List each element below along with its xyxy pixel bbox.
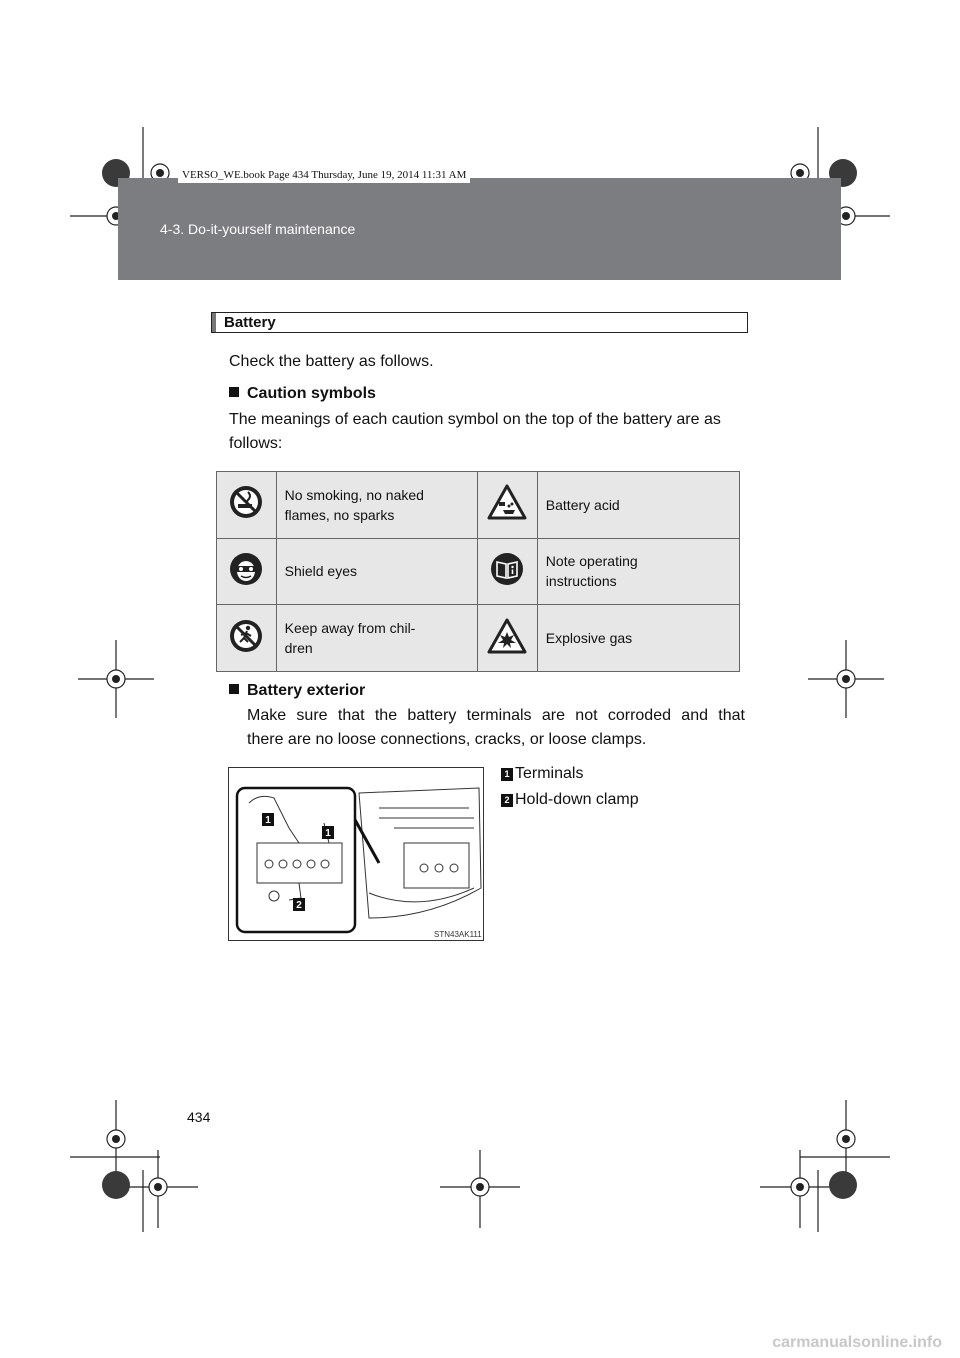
engine-bay-drawing — [229, 768, 484, 941]
battery-illustration — [228, 767, 484, 941]
figure-callout-1a: 1 — [265, 815, 271, 826]
intro-text: Check the battery as follows. — [229, 353, 434, 370]
symbol-row — [217, 538, 740, 605]
symbol-label-line1: Keep away from chil- — [284, 620, 416, 637]
symbol-icon-cell — [217, 538, 277, 605]
symbol-row — [217, 472, 740, 539]
legend-item — [501, 789, 639, 811]
symbol-icon-cell — [477, 538, 537, 605]
symbol-icon-cell — [477, 605, 537, 672]
legend-label: Terminals — [515, 765, 584, 782]
symbol-label-cell — [537, 538, 739, 605]
symbol-label-line1: No smoking, no naked — [284, 486, 424, 503]
page-number: 434 — [187, 1109, 211, 1125]
symbol-label-cell — [537, 472, 739, 539]
section-title: Battery — [224, 314, 276, 331]
keep-away-children-icon — [228, 618, 264, 654]
watermark: carmanualsonline.info — [772, 1334, 942, 1351]
section-label: 4-3. Do-it-yourself maintenance — [160, 221, 356, 237]
symbol-label-line1: Explosive gas — [545, 630, 633, 647]
symbol-label-cell — [537, 605, 739, 672]
symbol-icon-cell — [477, 472, 537, 539]
caution-text-line2: follows: — [229, 435, 283, 452]
operating-instructions-icon — [489, 551, 525, 587]
explosive-gas-icon — [487, 618, 527, 654]
figure-code: STN43AK111 — [434, 930, 482, 939]
symbol-label-cell — [276, 605, 477, 672]
symbol-label-cell — [276, 472, 477, 539]
symbol-label-cell — [276, 538, 477, 605]
legend-number-badge: 2 — [501, 794, 513, 807]
book-info-line: VERSO_WE.book Page 434 Thursday, June 19, 2014 11:31 AM — [178, 167, 470, 183]
caution-heading — [229, 382, 376, 406]
symbol-label-line1: Shield eyes — [284, 563, 358, 580]
symbol-label-line2: dren — [284, 640, 313, 657]
exterior-heading — [229, 679, 365, 703]
symbol-label-line2: flames, no sparks — [284, 506, 395, 523]
symbol-label-line1: Note operating — [545, 553, 638, 570]
legend-item — [501, 763, 583, 785]
exterior-text-line1: Make sure that the battery terminals are not corroded and that — [247, 707, 745, 724]
symbol-row — [217, 605, 740, 672]
figure-callout-1b: 1 — [325, 828, 331, 839]
caution-heading-text: Caution symbols — [247, 385, 376, 402]
symbol-label-line1: Battery acid — [545, 496, 620, 513]
legend-label: Hold-down clamp — [515, 791, 639, 808]
battery-acid-icon — [487, 484, 527, 520]
exterior-text-line2: there are no loose connections, cracks, or loose clamps. — [247, 731, 647, 748]
figure-callout-2: 2 — [296, 900, 302, 911]
caution-text-line1: The meanings of each caution symbol on the top of the battery are as — [229, 411, 721, 428]
title-accent-bar — [212, 313, 216, 332]
no-smoking-icon — [228, 484, 264, 520]
symbol-label-line2: instructions — [545, 573, 617, 590]
shield-eyes-icon — [228, 551, 264, 587]
section-title-box — [211, 312, 748, 333]
caution-symbols-table — [216, 471, 740, 672]
exterior-heading-text: Battery exterior — [247, 682, 366, 699]
symbol-icon-cell — [217, 472, 277, 539]
symbol-icon-cell — [217, 605, 277, 672]
legend-number-badge: 1 — [501, 768, 513, 781]
